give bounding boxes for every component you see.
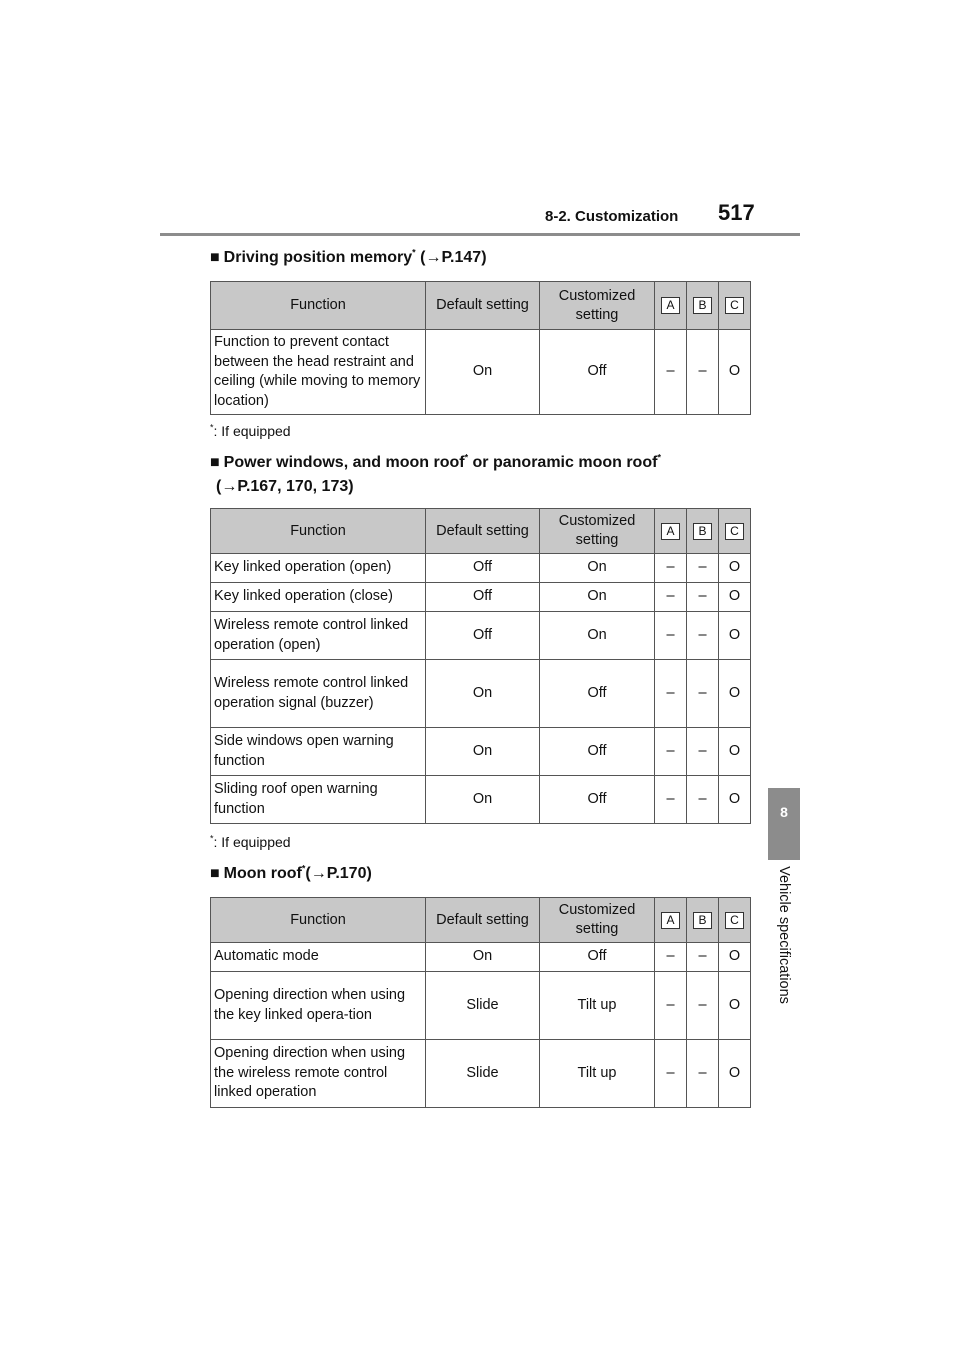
cell-default: Off [426, 583, 540, 612]
section-header-title: 8-2. Customization [545, 208, 679, 225]
cell-b: – [687, 330, 719, 415]
cell-function: Function to prevent contact between the head restraint and ceiling (while moving to memory location) [211, 330, 426, 415]
chapter-label: Vehicle specifications [776, 866, 792, 1004]
cell-a: – [655, 1040, 687, 1108]
cell-customized: Off [540, 660, 655, 728]
section-heading-driving-position [210, 246, 487, 270]
table-row [211, 943, 751, 972]
cell-default: Off [426, 612, 540, 660]
footnote-if-equipped [210, 834, 291, 850]
letter-a-box: A [661, 523, 680, 540]
footnote-mark: * [301, 863, 306, 874]
cell-b: – [687, 660, 719, 728]
col-header-a [655, 898, 687, 943]
col-header-a [655, 282, 687, 330]
section-heading-moon-roof [210, 862, 372, 886]
cell-c: O [719, 330, 751, 415]
cell-a: – [655, 972, 687, 1040]
table-row [211, 972, 751, 1040]
cell-default: Off [426, 554, 540, 583]
letter-c-box: C [725, 297, 744, 314]
page-reference: (→P.147) [420, 249, 487, 266]
cell-c: O [719, 554, 751, 583]
cell-function: Wireless remote control linked operation (open) [211, 612, 426, 660]
col-header-c [719, 898, 751, 943]
footnote-if-equipped [210, 423, 291, 439]
cell-customized: On [540, 583, 655, 612]
cell-c: O [719, 943, 751, 972]
cell-a: – [655, 728, 687, 776]
cell-c: O [719, 776, 751, 824]
cell-a: – [655, 660, 687, 728]
cell-customized: Tilt up [540, 1040, 655, 1108]
cell-customized: On [540, 554, 655, 583]
cell-function: Opening direction when using the wireless remote control linked operation [211, 1040, 426, 1108]
col-header-b [687, 282, 719, 330]
col-header-default: Default setting [426, 898, 540, 943]
col-header-customized: Customized setting [540, 282, 655, 330]
cell-b: – [687, 776, 719, 824]
cell-customized: Off [540, 728, 655, 776]
letter-c-box: C [725, 523, 744, 540]
square-bullet-icon: ■ [210, 865, 220, 882]
cell-default: On [426, 728, 540, 776]
cell-b: – [687, 728, 719, 776]
section-heading-power-windows [210, 451, 661, 475]
heading-text-mid: or panoramic moon roof [472, 454, 658, 471]
footnote-mark: * [464, 452, 469, 463]
footnote-mark: * [412, 247, 416, 258]
col-header-a [655, 509, 687, 554]
cell-function: Opening direction when using the key linked opera-tion [211, 972, 426, 1040]
cell-function: Sliding roof open warning function [211, 776, 426, 824]
footnote-mark: * [210, 422, 214, 433]
cell-c: O [719, 583, 751, 612]
heading-text: Driving position memory [223, 249, 413, 266]
table-row [211, 554, 751, 583]
cell-function: Key linked operation (open) [211, 554, 426, 583]
table-row [211, 728, 751, 776]
col-header-function: Function [211, 898, 426, 943]
cell-function: Side windows open warning function [211, 728, 426, 776]
cell-b: – [687, 972, 719, 1040]
letter-a-box: A [661, 297, 680, 314]
col-header-default: Default setting [426, 282, 540, 330]
letter-a-box: A [661, 912, 680, 929]
letter-c-box: C [725, 912, 744, 929]
table-row [211, 776, 751, 824]
cell-function: Wireless remote control linked operation signal (buzzer) [211, 660, 426, 728]
cell-customized: Off [540, 943, 655, 972]
cell-c: O [719, 972, 751, 1040]
square-bullet-icon: ■ [210, 249, 220, 266]
cell-default: On [426, 943, 540, 972]
cell-default: Slide [426, 1040, 540, 1108]
header-rule [160, 233, 800, 236]
cell-a: – [655, 612, 687, 660]
col-header-customized: Customized setting [540, 898, 655, 943]
cell-default: On [426, 660, 540, 728]
square-bullet-icon: ■ [210, 454, 220, 471]
page-reference: (→P.170) [305, 865, 372, 882]
cell-customized: Off [540, 776, 655, 824]
cell-customized: Tilt up [540, 972, 655, 1040]
col-header-function: Function [211, 282, 426, 330]
letter-b-box: B [693, 523, 712, 540]
letter-b-box: B [693, 912, 712, 929]
letter-b-box: B [693, 297, 712, 314]
cell-a: – [655, 776, 687, 824]
col-header-customized: Customized setting [540, 509, 655, 554]
footnote-text: : If equipped [213, 423, 291, 439]
col-header-default: Default setting [426, 509, 540, 554]
page-reference: (→P.167, 170, 173) [216, 478, 354, 495]
cell-default: On [426, 330, 540, 415]
cell-a: – [655, 583, 687, 612]
col-header-b [687, 509, 719, 554]
table-row [211, 330, 751, 415]
page-number: 517 [718, 200, 755, 225]
cell-default: Slide [426, 972, 540, 1040]
power-windows-table [210, 508, 751, 824]
cell-customized: On [540, 612, 655, 660]
cell-c: O [719, 660, 751, 728]
footnote-mark: * [657, 452, 661, 463]
footnote-text: : If equipped [213, 834, 291, 850]
heading-text: Power windows, and moon roof [223, 454, 465, 471]
cell-c: O [719, 728, 751, 776]
driving-position-table [210, 281, 751, 415]
cell-a: – [655, 943, 687, 972]
cell-default: On [426, 776, 540, 824]
cell-c: O [719, 612, 751, 660]
cell-b: – [687, 554, 719, 583]
footnote-mark: * [210, 833, 214, 844]
cell-function: Automatic mode [211, 943, 426, 972]
cell-a: – [655, 554, 687, 583]
moon-roof-table [210, 897, 751, 1108]
cell-b: – [687, 943, 719, 972]
cell-c: O [719, 1040, 751, 1108]
chapter-tab [768, 788, 800, 860]
table-row [211, 583, 751, 612]
cell-customized: Off [540, 330, 655, 415]
cell-a: – [655, 330, 687, 415]
cell-b: – [687, 1040, 719, 1108]
col-header-b [687, 898, 719, 943]
cell-b: – [687, 612, 719, 660]
table-row [211, 660, 751, 728]
cell-function: Key linked operation (close) [211, 583, 426, 612]
chapter-number: 8 [780, 804, 788, 820]
heading-text: Moon roof [223, 865, 302, 882]
col-header-c [719, 509, 751, 554]
col-header-function: Function [211, 509, 426, 554]
table-row [211, 612, 751, 660]
table-row [211, 1040, 751, 1108]
col-header-c [719, 282, 751, 330]
cell-b: – [687, 583, 719, 612]
